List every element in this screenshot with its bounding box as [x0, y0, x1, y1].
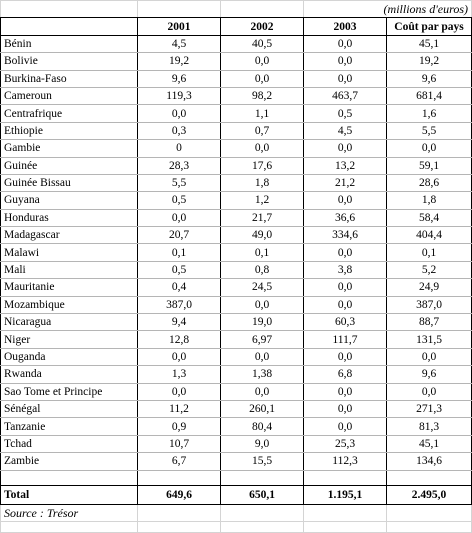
- country-cell: Mali: [1, 261, 138, 278]
- value-2003-cell: 3,8: [304, 261, 387, 278]
- value-2001-cell: 0,0: [138, 209, 221, 226]
- value-2002-cell: 19,0: [221, 314, 304, 331]
- country-cell: Bolivie: [1, 53, 138, 70]
- value-2003-cell: 0,0: [304, 70, 387, 87]
- source-note: Source : Trésor: [1, 504, 138, 521]
- header-cell-cost: Coût par pays: [387, 18, 472, 35]
- value-2003-cell: 0,0: [304, 35, 387, 52]
- country-cell: Bénin: [1, 35, 138, 52]
- value-2002-cell: 49,0: [221, 227, 304, 244]
- value-2001-cell: 119,3: [138, 87, 221, 104]
- value-2003-cell: 0,0: [304, 279, 387, 296]
- spacer-row: [1, 470, 472, 485]
- table-row: [1, 174, 472, 191]
- country-cell: Gambie: [1, 140, 138, 157]
- cost-cell: 1,6: [387, 105, 472, 122]
- value-2003-cell: 25,3: [304, 435, 387, 452]
- value-2002-cell: 0,7: [221, 122, 304, 139]
- value-2002-cell: 6,97: [221, 331, 304, 348]
- cost-cell: 45,1: [387, 35, 472, 52]
- country-cell: Madagascar: [1, 227, 138, 244]
- cost-cell: 9,6: [387, 366, 472, 383]
- header-cell-2001: 2001: [138, 18, 221, 35]
- value-2002-cell: 1,2: [221, 192, 304, 209]
- value-2002-cell: 98,2: [221, 87, 304, 104]
- value-2001-cell: 10,7: [138, 435, 221, 452]
- value-2001-cell: 0,5: [138, 192, 221, 209]
- value-2002-cell: 0,8: [221, 261, 304, 278]
- country-cell: Cameroun: [1, 87, 138, 104]
- value-2002-cell: 0,0: [221, 383, 304, 400]
- value-2003-cell: 112,3: [304, 453, 387, 470]
- country-cell: Guyana: [1, 192, 138, 209]
- value-2002-cell: 0,0: [221, 53, 304, 70]
- table-row: [1, 105, 472, 122]
- table-row: [1, 383, 472, 400]
- value-2003-cell: 6,8: [304, 366, 387, 383]
- value-2001-cell: 0,0: [138, 383, 221, 400]
- table-row: [1, 122, 472, 139]
- country-cell: Sao Tome et Principe: [1, 383, 138, 400]
- value-2001-cell: 0,0: [138, 105, 221, 122]
- value-2003-cell: 21,2: [304, 174, 387, 191]
- value-2001-cell: 387,0: [138, 296, 221, 313]
- country-cell: Ethiopie: [1, 122, 138, 139]
- value-2001-cell: 0,5: [138, 261, 221, 278]
- table-row: [1, 348, 472, 365]
- header-row: [1, 18, 472, 35]
- header-cell-2002: 2002: [221, 18, 304, 35]
- header-cell-country: [1, 18, 138, 35]
- total-label: Total: [1, 485, 138, 504]
- table-row: [1, 209, 472, 226]
- country-cell: Mozambique: [1, 296, 138, 313]
- value-2003-cell: 0,0: [304, 383, 387, 400]
- cost-cell: 134,6: [387, 453, 472, 470]
- value-2002-cell: 40,5: [221, 35, 304, 52]
- table-row: [1, 453, 472, 470]
- country-cell: Guinée Bissau: [1, 174, 138, 191]
- cost-cell: 0,0: [387, 140, 472, 157]
- value-2003-cell: 0,0: [304, 296, 387, 313]
- country-cell: Tanzanie: [1, 418, 138, 435]
- country-cell: Ouganda: [1, 348, 138, 365]
- cost-cell: 131,5: [387, 331, 472, 348]
- value-2001-cell: 0,3: [138, 122, 221, 139]
- value-2003-cell: 111,7: [304, 331, 387, 348]
- value-2002-cell: 0,0: [221, 348, 304, 365]
- country-cell: Zambie: [1, 453, 138, 470]
- value-2003-cell: 0,0: [304, 192, 387, 209]
- cost-cell: 28,6: [387, 174, 472, 191]
- total-row: [1, 485, 472, 504]
- table-row: [1, 418, 472, 435]
- country-cell: Centrafrique: [1, 105, 138, 122]
- value-2001-cell: 12,8: [138, 331, 221, 348]
- country-cell: Nicaragua: [1, 314, 138, 331]
- cost-cell: 0,1: [387, 244, 472, 261]
- cost-cell: 404,4: [387, 227, 472, 244]
- table-row: [1, 244, 472, 261]
- table-row: [1, 53, 472, 70]
- value-2003-cell: 334,6: [304, 227, 387, 244]
- value-2002-cell: 21,7: [221, 209, 304, 226]
- table-row: [1, 279, 472, 296]
- cost-cell: 0,0: [387, 383, 472, 400]
- value-2001-cell: 9,4: [138, 314, 221, 331]
- table-row: [1, 261, 472, 278]
- value-2002-cell: 80,4: [221, 418, 304, 435]
- table-row: [1, 192, 472, 209]
- cost-cell: 9,6: [387, 70, 472, 87]
- country-cell: Niger: [1, 331, 138, 348]
- table-row: [1, 140, 472, 157]
- cost-cell: 59,1: [387, 157, 472, 174]
- table-row: [1, 331, 472, 348]
- total-2002: 650,1: [221, 485, 304, 504]
- value-2001-cell: 4,5: [138, 35, 221, 52]
- country-cell: Tchad: [1, 435, 138, 452]
- country-cell: Sénégal: [1, 400, 138, 417]
- value-2001-cell: 1,3: [138, 366, 221, 383]
- value-2002-cell: 0,1: [221, 244, 304, 261]
- value-2001-cell: 9,6: [138, 70, 221, 87]
- value-2001-cell: 0,4: [138, 279, 221, 296]
- value-2002-cell: 17,6: [221, 157, 304, 174]
- value-2002-cell: 24,5: [221, 279, 304, 296]
- table-row: [1, 435, 472, 452]
- value-2001-cell: 6,7: [138, 453, 221, 470]
- value-2001-cell: 0,1: [138, 244, 221, 261]
- value-2003-cell: 0,0: [304, 140, 387, 157]
- value-2002-cell: 260,1: [221, 400, 304, 417]
- cost-cell: 45,1: [387, 435, 472, 452]
- value-2003-cell: 36,6: [304, 209, 387, 226]
- total-cost: 2.495,0: [387, 485, 472, 504]
- cost-cell: 1,8: [387, 192, 472, 209]
- source-row: [1, 504, 472, 521]
- unit-note: (millions d'euros): [304, 1, 472, 18]
- table-row: [1, 227, 472, 244]
- table-row: [1, 157, 472, 174]
- blank-row: [1, 521, 472, 532]
- table-row: [1, 87, 472, 104]
- cost-cell: 387,0: [387, 296, 472, 313]
- total-2003: 1.195,1: [304, 485, 387, 504]
- table-row: [1, 296, 472, 313]
- cost-cell: 24,9: [387, 279, 472, 296]
- unit-row: [1, 1, 472, 18]
- value-2003-cell: 0,0: [304, 244, 387, 261]
- value-2001-cell: 0,9: [138, 418, 221, 435]
- value-2003-cell: 0,0: [304, 53, 387, 70]
- cost-cell: 88,7: [387, 314, 472, 331]
- value-2001-cell: 20,7: [138, 227, 221, 244]
- value-2003-cell: 463,7: [304, 87, 387, 104]
- table-row: [1, 314, 472, 331]
- value-2003-cell: 0,0: [304, 418, 387, 435]
- table-row: [1, 400, 472, 417]
- header-cell-2003: 2003: [304, 18, 387, 35]
- country-cell: Rwanda: [1, 366, 138, 383]
- value-2003-cell: 4,5: [304, 122, 387, 139]
- cost-cell: 5,2: [387, 261, 472, 278]
- country-cell: Guinée: [1, 157, 138, 174]
- value-2001-cell: 0: [138, 140, 221, 157]
- value-2001-cell: 5,5: [138, 174, 221, 191]
- cost-cell: 58,4: [387, 209, 472, 226]
- cost-cell: 5,5: [387, 122, 472, 139]
- value-2002-cell: 1,1: [221, 105, 304, 122]
- value-2003-cell: 60,3: [304, 314, 387, 331]
- country-cell: Burkina-Faso: [1, 70, 138, 87]
- total-2001: 649,6: [138, 485, 221, 504]
- table-row: [1, 35, 472, 52]
- value-2002-cell: 0,0: [221, 296, 304, 313]
- value-2001-cell: 11,2: [138, 400, 221, 417]
- table-row: [1, 366, 472, 383]
- cost-cell: 0,0: [387, 348, 472, 365]
- cost-cell: 271,3: [387, 400, 472, 417]
- value-2002-cell: 0,0: [221, 70, 304, 87]
- value-2003-cell: 13,2: [304, 157, 387, 174]
- country-cell: Malawi: [1, 244, 138, 261]
- value-2002-cell: 15,5: [221, 453, 304, 470]
- cost-cell: 681,4: [387, 87, 472, 104]
- country-cell: Honduras: [1, 209, 138, 226]
- value-2001-cell: 28,3: [138, 157, 221, 174]
- value-2001-cell: 0,0: [138, 348, 221, 365]
- value-2002-cell: 1,38: [221, 366, 304, 383]
- cost-cell: 19,2: [387, 53, 472, 70]
- table-row: [1, 70, 472, 87]
- value-2003-cell: 0,0: [304, 348, 387, 365]
- value-2002-cell: 1,8: [221, 174, 304, 191]
- cost-cell: 81,3: [387, 418, 472, 435]
- value-2003-cell: 0,0: [304, 400, 387, 417]
- value-2003-cell: 0,5: [304, 105, 387, 122]
- value-2002-cell: 0,0: [221, 140, 304, 157]
- value-2001-cell: 19,2: [138, 53, 221, 70]
- value-2002-cell: 9,0: [221, 435, 304, 452]
- country-cell: Mauritanie: [1, 279, 138, 296]
